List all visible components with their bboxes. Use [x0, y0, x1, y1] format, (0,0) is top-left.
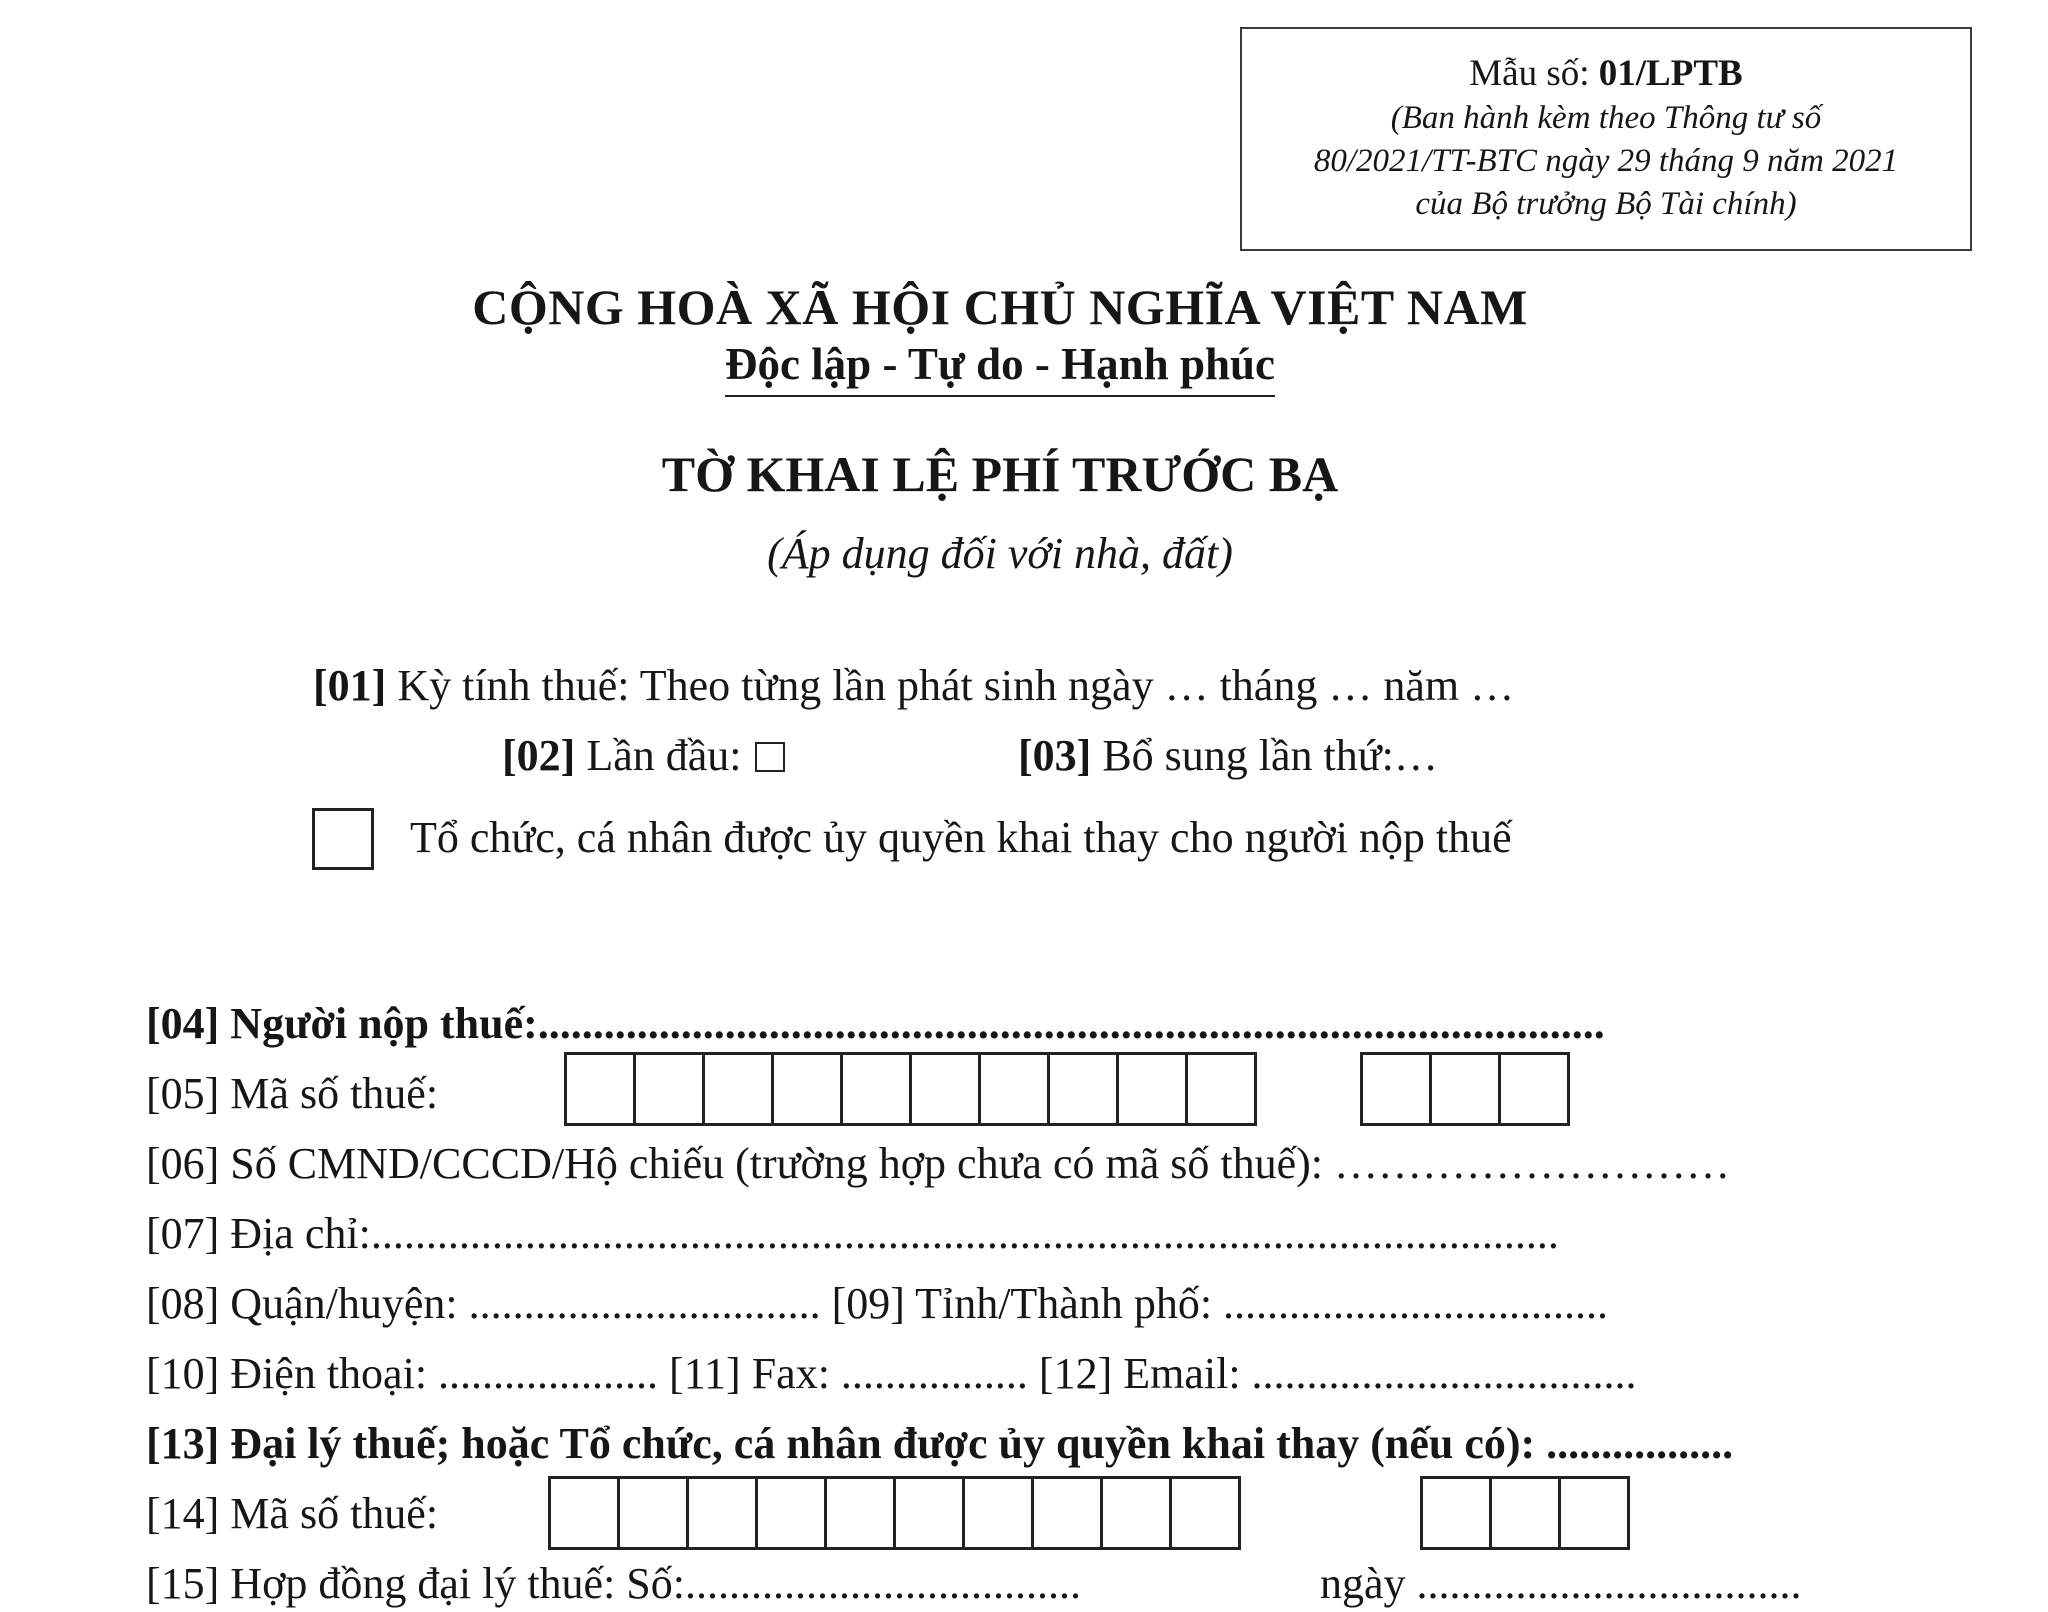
field-15-agent-contract-number: [15] Hợp đồng đại lý thuế: Số:....................................	[146, 1559, 1081, 1608]
tax-code-digit-box[interactable]	[909, 1052, 981, 1126]
branch-code-digit-box[interactable]	[1360, 1052, 1432, 1126]
agent-tax-code-digit-box[interactable]	[617, 1476, 689, 1550]
tax-code-digit-box[interactable]	[840, 1052, 912, 1126]
agent-tax-code-digit-box[interactable]	[824, 1476, 896, 1550]
agent-tax-code-digit-box[interactable]	[548, 1476, 620, 1550]
field-04-taxpayer: [04] Người nộp thuế:.................................................................................................	[146, 999, 1605, 1048]
field-05-branch-code-boxes	[1360, 1052, 1570, 1126]
nation-motto	[0, 338, 2000, 390]
field-15-agent-contract-date: ngày ...................................	[1320, 1559, 1802, 1608]
tax-code-digit-box[interactable]	[1185, 1052, 1257, 1126]
field-02-code: [02]	[502, 731, 576, 780]
field-08-09-district-province: [08] Quận/huyện: ................................ [09] Tỉnh/Thành phố: ...................................	[146, 1279, 1609, 1328]
form-code: 01/LPTB	[1598, 53, 1743, 94]
first-time-checkbox[interactable]	[755, 742, 785, 772]
field-01-tax-period	[313, 660, 1514, 712]
agent-tax-code-digit-box[interactable]	[962, 1476, 1034, 1550]
authorized-declarant-label: Tổ chức, cá nhân được ủy quyền khai thay cho người nộp thuế	[410, 813, 1512, 862]
motto-text: Độc lập - Tự do - Hạnh phúc	[725, 339, 1275, 397]
agent-tax-code-digit-box[interactable]	[755, 1476, 827, 1550]
tax-code-digit-box[interactable]	[771, 1052, 843, 1126]
form-issuance-line-3: của Bộ trưởng Bộ Tài chính)	[1415, 186, 1797, 222]
form-issuance-line-2: 80/2021/TT-BTC ngày 29 tháng 9 năm 2021	[1313, 143, 1899, 179]
field-01-code: [01]	[313, 661, 387, 710]
agent-branch-code-digit-box[interactable]	[1420, 1476, 1492, 1550]
agent-tax-code-digit-box[interactable]	[1031, 1476, 1103, 1550]
tax-code-digit-box[interactable]	[978, 1052, 1050, 1126]
tax-code-digit-box[interactable]	[564, 1052, 636, 1126]
field-05-tax-code-boxes	[564, 1052, 1257, 1126]
field-05-tax-code-label: [05] Mã số thuế:	[146, 1069, 439, 1118]
field-14-agent-tax-code-label: [14] Mã số thuế:	[146, 1489, 439, 1538]
field-06-id-number: [06] Số CMND/CCCD/Hộ chiếu (trường hợp chưa có mã số thuế): ………………………	[146, 1139, 1730, 1188]
form-code-line	[1242, 51, 1970, 97]
agent-tax-code-digit-box[interactable]	[1100, 1476, 1172, 1550]
tax-code-digit-box[interactable]	[702, 1052, 774, 1126]
nation-title: CỘNG HOÀ XÃ HỘI CHỦ NGHĨA VIỆT NAM	[472, 279, 1528, 335]
field-02-text: Lần đầu:	[575, 731, 742, 780]
agent-tax-code-digit-box[interactable]	[686, 1476, 758, 1550]
document-title: TỜ KHAI LỆ PHÍ TRƯỚC BẠ	[661, 446, 1339, 502]
field-07-address: [07] Địa chỉ:............................................................................................................	[146, 1209, 1559, 1258]
tax-code-digit-box[interactable]	[633, 1052, 705, 1126]
form-code-label: Mẫu số:	[1469, 53, 1599, 94]
agent-tax-code-digit-box[interactable]	[1169, 1476, 1241, 1550]
field-01-text: Kỳ tính thuế: Theo từng lần phát sinh ngày … tháng … năm …	[386, 661, 1515, 710]
agent-branch-code-digit-box[interactable]	[1558, 1476, 1630, 1550]
authorized-declarant-checkbox[interactable]	[312, 808, 374, 870]
tax-code-digit-box[interactable]	[1116, 1052, 1188, 1126]
field-14-agent-tax-code-boxes	[548, 1476, 1241, 1550]
field-03-code: [03]	[1018, 731, 1092, 780]
document-subtitle: (Áp dụng đối với nhà, đất)	[767, 529, 1233, 578]
field-03-supplement	[1018, 730, 1438, 782]
agent-branch-code-digit-box[interactable]	[1489, 1476, 1561, 1550]
tax-code-digit-box[interactable]	[1047, 1052, 1119, 1126]
branch-code-digit-box[interactable]	[1429, 1052, 1501, 1126]
branch-code-digit-box[interactable]	[1498, 1052, 1570, 1126]
form-reference-box	[1240, 27, 1972, 251]
field-03-text: Bổ sung lần thứ:…	[1091, 731, 1438, 780]
agent-tax-code-digit-box[interactable]	[893, 1476, 965, 1550]
field-10-12-contact: [10] Điện thoại: .................... [11] Fax: ................. [12] Email: ...................................	[146, 1349, 1637, 1398]
field-02-first-time	[502, 730, 785, 782]
form-issuance-line-1: (Ban hành kèm theo Thông tư số	[1390, 100, 1822, 136]
field-13-tax-agent: [13] Đại lý thuế; hoặc Tổ chức, cá nhân được ủy quyền khai thay (nếu có): .................	[146, 1419, 1734, 1468]
field-14-agent-branch-code-boxes	[1420, 1476, 1630, 1550]
